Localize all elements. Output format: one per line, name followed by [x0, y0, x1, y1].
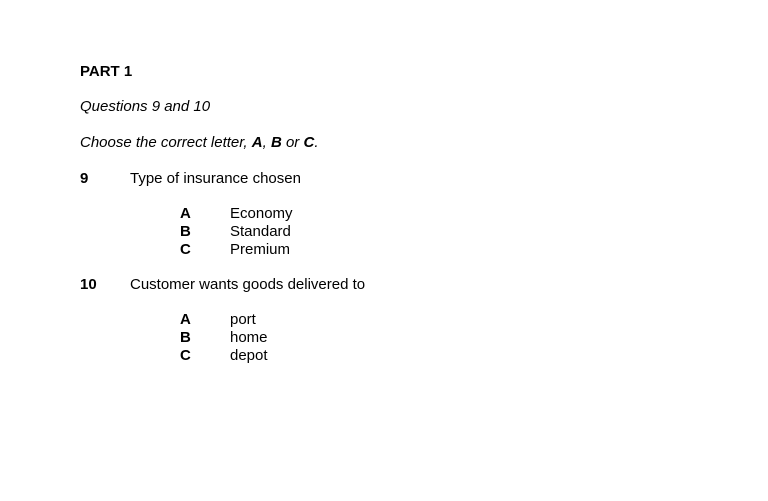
- option-text: depot: [230, 347, 268, 364]
- option-text: home: [230, 329, 268, 346]
- option-b[interactable]: [180, 223, 380, 241]
- question-number: 9: [80, 170, 89, 187]
- instruction-suffix: .: [314, 134, 319, 151]
- option-c[interactable]: [180, 241, 380, 259]
- option-letter: C: [180, 241, 191, 258]
- option-letter: C: [180, 347, 191, 364]
- option-text: Economy: [230, 205, 293, 222]
- instruction-separator-2: or: [281, 134, 304, 151]
- option-letter: B: [180, 223, 191, 240]
- part-title: PART 1: [80, 63, 133, 80]
- option-letter: A: [180, 205, 191, 222]
- instruction-letter-c: C: [303, 134, 315, 151]
- instruction-text: [80, 134, 319, 152]
- option-a[interactable]: [180, 311, 380, 329]
- option-text: Premium: [230, 241, 291, 258]
- question-text: Type of insurance chosen: [130, 170, 301, 187]
- questions-range-heading: Questions 9 and 10: [80, 98, 211, 115]
- question-text: Customer wants goods delivered to: [130, 276, 366, 293]
- option-text: Standard: [230, 223, 291, 240]
- option-a[interactable]: [180, 205, 380, 223]
- instruction-separator-1: ,: [262, 134, 271, 151]
- option-letter: A: [180, 311, 191, 328]
- answer-options: [180, 205, 380, 259]
- option-b[interactable]: [180, 329, 380, 347]
- answer-options: [180, 311, 380, 365]
- instruction-letter-a: A: [251, 134, 263, 151]
- question-number: 10: [80, 276, 97, 293]
- option-letter: B: [180, 329, 191, 346]
- option-text: port: [230, 311, 256, 328]
- instruction-letter-b: B: [270, 134, 282, 151]
- option-c[interactable]: [180, 347, 380, 365]
- instruction-prefix: Choose the correct letter,: [80, 134, 252, 151]
